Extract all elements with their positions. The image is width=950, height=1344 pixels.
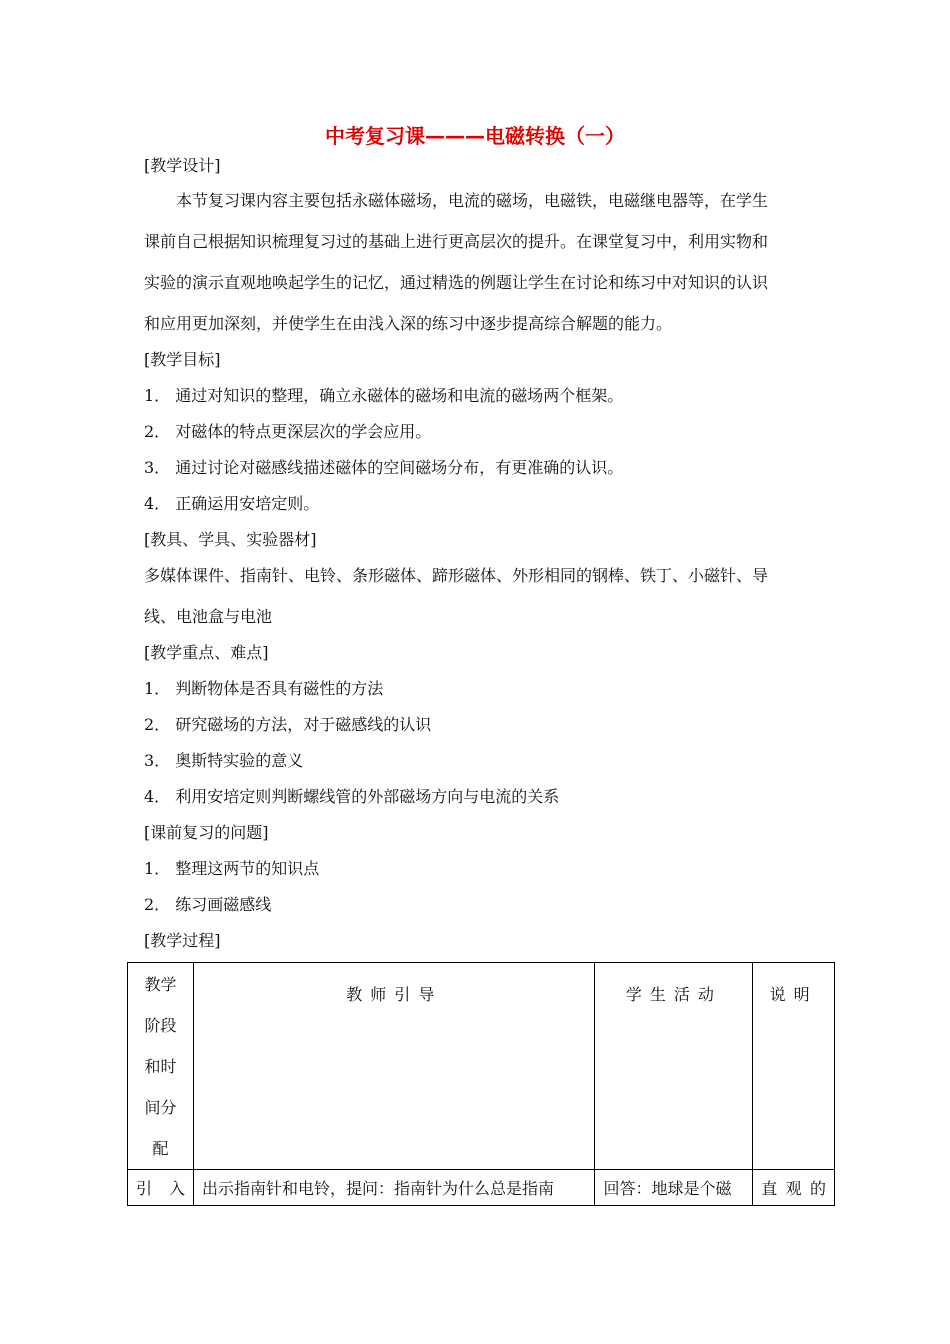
header-student-cell: 学生活动 xyxy=(595,963,753,1170)
goal-item: 2． 对磁体的特点更深层次的学会应用。 xyxy=(144,422,432,441)
design-paragraph-line: 课前自己根据知识梳理复习过的基础上进行更高层次的提升。在课堂复习中，利用实物和 xyxy=(144,232,769,251)
header-stage-line: 和时 xyxy=(144,1057,177,1076)
header-stage-line: 阶段 xyxy=(144,1016,177,1035)
preview-item: 1． 整理这两节的知识点 xyxy=(144,859,320,878)
design-paragraph-line: 实验的演示直观地唤起学生的记忆，通过精选的例题让学生在讨论和练习中对知识的认识 xyxy=(144,273,769,292)
row-stage-cell: 引 入 xyxy=(128,1170,194,1206)
keypoints-heading: [教学重点、难点] xyxy=(144,643,269,662)
header-teacher-cell: 教师引导 xyxy=(193,963,594,1170)
goals-heading: [教学目标] xyxy=(144,350,221,369)
process-table xyxy=(127,962,835,1206)
preview-item: 2． 练习画磁感线 xyxy=(144,895,272,914)
header-stage-line: 间分 xyxy=(144,1098,177,1117)
process-heading: [教学过程] xyxy=(144,931,221,950)
materials-heading: [教具、学具、实验器材] xyxy=(144,530,317,549)
header-stage-line: 配 xyxy=(152,1139,169,1158)
goal-item: 1． 通过对知识的整理，确立永磁体的磁场和电流的磁场两个框架。 xyxy=(144,386,624,405)
materials-line: 线、电池盒与电池 xyxy=(144,607,273,626)
keypoint-item: 1． 判断物体是否具有磁性的方法 xyxy=(144,679,384,698)
header-stage-cell xyxy=(128,963,194,1170)
header-stage-line: 教学 xyxy=(144,975,177,994)
design-paragraph-line: 和应用更加深刻，并使学生在由浅入深的练习中逐步提高综合解题的能力。 xyxy=(144,314,673,333)
keypoint-item: 3． 奥斯特实验的意义 xyxy=(144,751,304,770)
goal-item: 4． 正确运用安培定则。 xyxy=(144,494,320,513)
document-title: 中考复习课———电磁转换（一） xyxy=(325,124,625,148)
keypoint-item: 4． 利用安培定则判断螺线管的外部磁场方向与电流的关系 xyxy=(144,787,560,806)
goal-item: 3． 通过讨论对磁感线描述磁体的空间磁场分布，有更准确的认识。 xyxy=(144,458,624,477)
row-note-cell: 直观的 xyxy=(753,1170,835,1206)
table-row xyxy=(128,1170,835,1206)
keypoint-item: 2． 研究磁场的方法，对于磁感线的认识 xyxy=(144,715,432,734)
row-student-cell: 回答：地球是个磁 xyxy=(595,1170,753,1206)
preview-heading: [课前复习的问题] xyxy=(144,823,269,842)
design-paragraph-line: 本节复习课内容主要包括永磁体磁场，电流的磁场，电磁铁，电磁继电器等，在学生 xyxy=(176,191,769,210)
materials-line: 多媒体课件、指南针、电铃、条形磁体、蹄形磁体、外形相同的钢棒、铁丁、小磁针、导 xyxy=(144,566,769,585)
table-header-row xyxy=(128,963,835,1170)
row-teacher-cell: 出示指南针和电铃，提问：指南针为什么总是指南 xyxy=(193,1170,594,1206)
header-note-cell: 说明 xyxy=(753,963,835,1170)
design-heading: [教学设计] xyxy=(144,156,221,175)
